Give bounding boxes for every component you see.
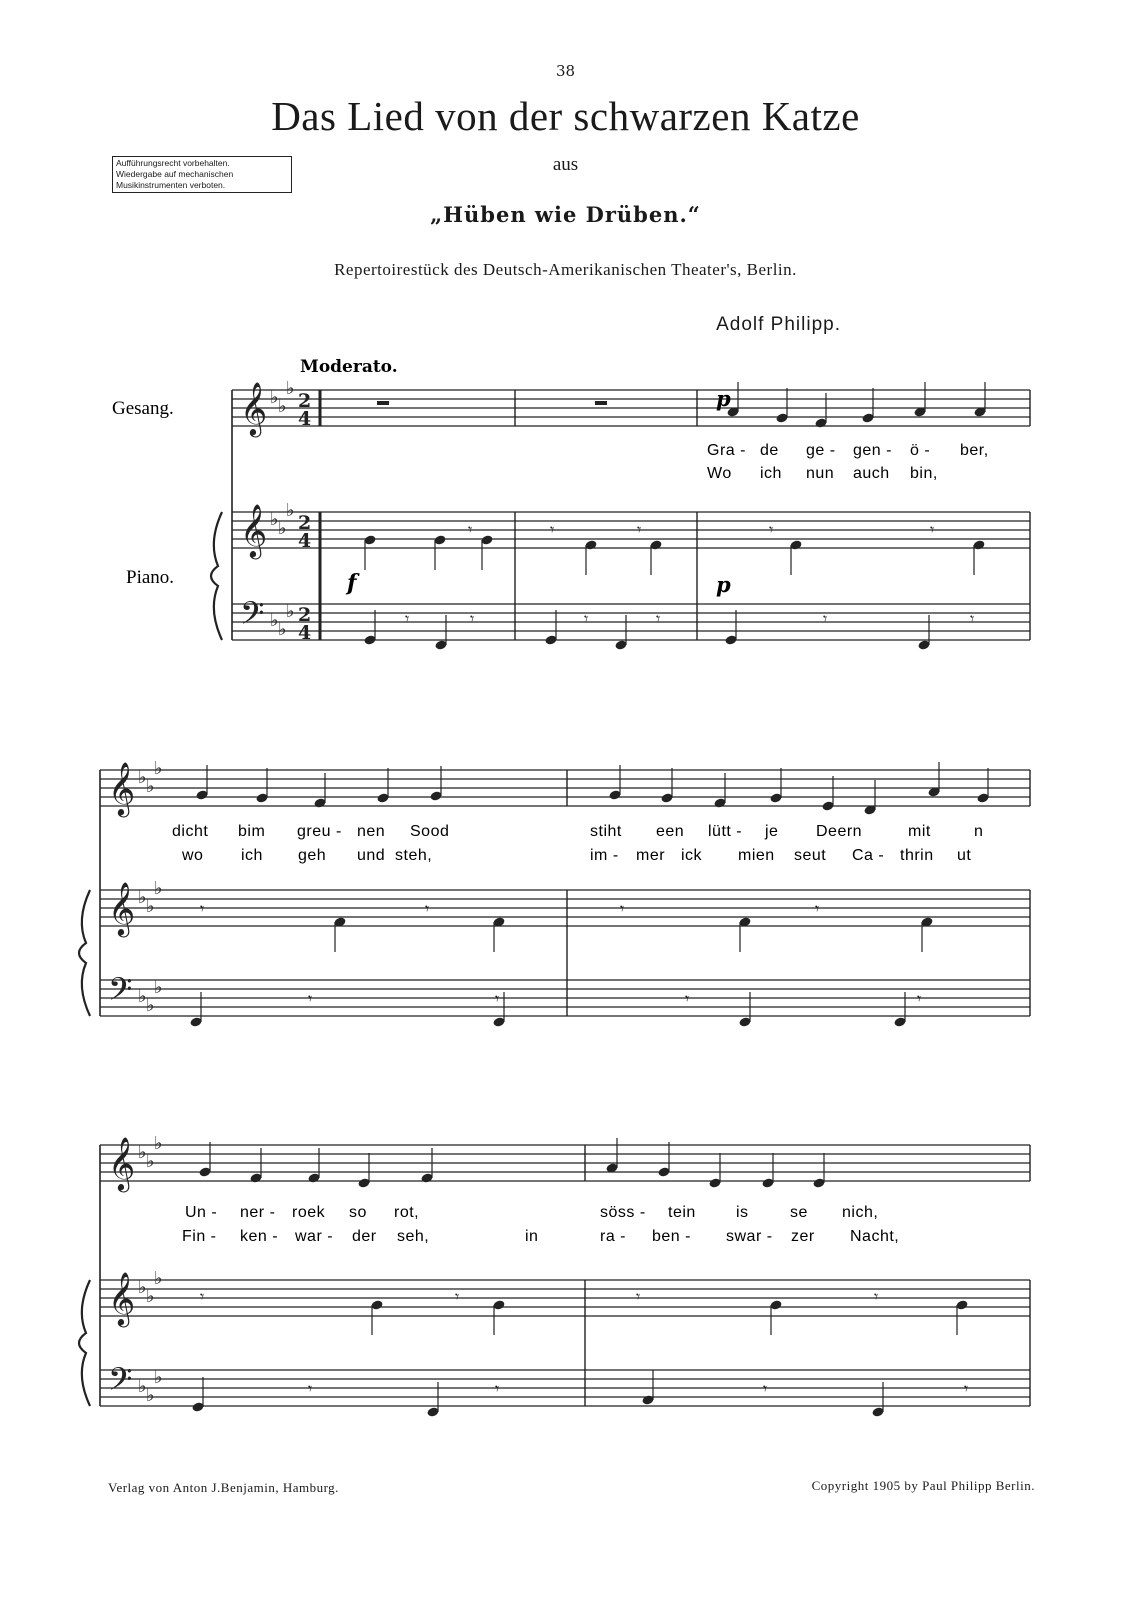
lyric-syllable: Nacht, [850, 1228, 900, 1245]
eighth-rest-icon: 𝄾 [495, 1379, 500, 1398]
lyric-syllable: gen - [853, 442, 892, 459]
piano-brace [79, 890, 90, 1016]
flat-icon: ♭ [154, 758, 163, 779]
eighth-rest-icon: 𝄾 [636, 1287, 641, 1306]
lyric-syllable: een [656, 823, 685, 840]
flat-icon: ♭ [146, 1151, 155, 1172]
eighth-rest-icon: 𝄾 [620, 899, 625, 918]
lyric-syllable: Sood [410, 823, 450, 840]
lyric-syllable: is [736, 1204, 749, 1221]
lyric-syllable: ich [760, 465, 782, 482]
whole-rest-icon [595, 401, 607, 405]
lyric-syllable: auch [853, 465, 890, 482]
flat-icon: ♭ [138, 1142, 147, 1163]
eighth-rest-icon: 𝄾 [823, 609, 828, 628]
lyric-syllable: und [357, 847, 386, 864]
piano-label: Piano. [126, 567, 175, 588]
lyric-syllable: Fin - [182, 1228, 217, 1245]
bass-clef-icon: 𝄢 [108, 971, 133, 1015]
lyric-syllable: tein [668, 1204, 696, 1221]
repertoire-line: Repertoirestück des Deutsch-Amerikanischen Theater's, Berlin. [334, 260, 797, 279]
from-word: aus [552, 154, 579, 175]
lyric-syllable: so [349, 1204, 367, 1221]
lyric-syllable: thrin [900, 847, 934, 864]
time-signature: 4 [298, 408, 312, 430]
dynamic-forte-piano: f [347, 570, 357, 596]
lyric-syllable: Un - [185, 1204, 218, 1221]
eighth-rest-icon: 𝄾 [656, 609, 661, 628]
eighth-rest-icon: 𝄾 [930, 520, 935, 539]
lyric-syllable: rot, [394, 1204, 420, 1221]
bass-clef-icon: 𝄢 [108, 1361, 133, 1405]
song-title: Das Lied von der schwarzen Katze [271, 93, 860, 139]
lyric-syllable: lütt - [708, 823, 743, 840]
page-number: 38 [555, 62, 576, 80]
lyric-syllable: geh [298, 847, 327, 864]
flat-icon: ♭ [146, 776, 155, 797]
dynamic-piano-voice: p [716, 386, 731, 411]
lyric-syllable: im - [590, 847, 619, 864]
lyric-syllable: bin, [910, 465, 938, 482]
eighth-rest-icon: 𝄾 [455, 1287, 460, 1306]
lyric-syllable: je [765, 823, 779, 840]
copyright-line: Copyright 1905 by Paul Philipp Berlin. [811, 1478, 1035, 1493]
flat-icon: ♭ [278, 396, 287, 417]
flat-icon: ♭ [146, 1385, 155, 1406]
lyric-syllable: Wo [707, 465, 732, 482]
flat-icon: ♭ [278, 518, 287, 539]
eighth-rest-icon: 𝄾 [917, 989, 922, 1008]
lyric-syllable: nen [357, 823, 386, 840]
lyric-syllable: seh, [397, 1228, 430, 1245]
time-signature: 4 [298, 530, 312, 552]
flat-icon: ♭ [154, 1268, 163, 1289]
treble-clef-icon: 𝄞 [240, 503, 268, 557]
flat-icon: ♭ [138, 986, 147, 1007]
lyric-syllable: ö - [910, 442, 931, 459]
voice-label: Gesang. [112, 398, 174, 419]
eighth-rest-icon: 𝄾 [308, 989, 313, 1008]
composer-name: Adolf Philipp. [716, 314, 841, 335]
eighth-rest-icon: 𝄾 [200, 1287, 205, 1306]
flat-icon: ♭ [138, 887, 147, 908]
flat-icon: ♭ [278, 619, 287, 640]
eighth-rest-icon: 𝄾 [200, 899, 205, 918]
lyric-syllable: nich, [842, 1204, 879, 1221]
flat-icon: ♭ [154, 1133, 163, 1154]
eighth-rest-icon: 𝄾 [584, 609, 589, 628]
lyric-syllable: roek [292, 1204, 326, 1221]
treble-clef-icon: 𝄞 [108, 881, 136, 935]
flat-icon: ♭ [270, 509, 279, 530]
whole-rest-icon [377, 401, 389, 405]
lyric-syllable: ber, [960, 442, 989, 459]
piano-brace [211, 512, 222, 640]
rights-line: Aufführungsrecht vorbehalten. [116, 158, 230, 168]
lyric-syllable: n [974, 823, 984, 840]
lyric-syllable: ge - [806, 442, 836, 459]
flat-icon: ♭ [138, 767, 147, 788]
flat-icon: ♭ [146, 995, 155, 1016]
lyric-syllable: ick [681, 847, 703, 864]
lyrics [172, 442, 989, 1245]
lyric-syllable: der [352, 1228, 377, 1245]
dynamic-piano-bass: p [716, 572, 731, 597]
treble-clef-icon: 𝄞 [108, 761, 136, 815]
lyric-syllable: greu - [297, 823, 342, 840]
lyric-syllable: mit [908, 823, 931, 840]
lyric-syllable: se [790, 1204, 808, 1221]
rights-line: Musikinstrumenten verboten. [116, 180, 226, 190]
treble-clef-icon: 𝄞 [240, 381, 268, 435]
flat-icon: ♭ [286, 378, 295, 399]
eighth-rest-icon: 𝄾 [970, 609, 975, 628]
lyric-syllable: mer [636, 847, 666, 864]
eighth-rest-icon: 𝄾 [405, 609, 410, 628]
flat-icon: ♭ [154, 977, 163, 998]
flat-icon: ♭ [146, 1286, 155, 1307]
flat-icon: ♭ [286, 601, 295, 622]
flat-icon: ♭ [154, 878, 163, 899]
eighth-rest-icon: 𝄾 [425, 899, 430, 918]
eighth-rest-icon: 𝄾 [964, 1379, 969, 1398]
lyric-syllable: bim [238, 823, 266, 840]
lyric-syllable: zer [791, 1228, 815, 1245]
lyric-syllable: Ca - [852, 847, 885, 864]
eighth-rest-icon: 𝄾 [637, 520, 642, 539]
lyric-syllable: Deern [816, 823, 863, 840]
time-signature: 4 [298, 622, 312, 644]
eighth-rest-icon: 𝄾 [815, 899, 820, 918]
lyric-syllable: steh, [395, 847, 433, 864]
time-signature: 2 [298, 604, 312, 626]
lyric-syllable: ut [957, 847, 972, 864]
eighth-rest-icon: 𝄾 [468, 520, 473, 539]
lyric-syllable: stiht [590, 823, 622, 840]
flat-icon: ♭ [154, 1367, 163, 1388]
flat-icon: ♭ [286, 500, 295, 521]
lyric-syllable: ich [241, 847, 263, 864]
eighth-rest-icon: 𝄾 [763, 1379, 768, 1398]
lyric-syllable: söss - [600, 1204, 646, 1221]
lyric-syllable: de [760, 442, 779, 459]
eighth-rest-icon: 𝄾 [685, 989, 690, 1008]
lyric-syllable: in [525, 1228, 539, 1245]
eighth-rest-icon: 𝄾 [550, 520, 555, 539]
play-title: „Hüben wie Drüben.“ [430, 202, 701, 227]
lyric-syllable: nun [806, 465, 835, 482]
eighth-rest-icon: 𝄾 [495, 989, 500, 1008]
publisher-line: Verlag von Anton J.Benjamin, Hamburg. [108, 1480, 339, 1495]
bass-clef-icon: 𝄢 [240, 595, 265, 639]
lyric-syllable: ken - [240, 1228, 279, 1245]
piano-brace [79, 1280, 90, 1406]
lyric-syllable: mien [738, 847, 775, 864]
time-signature: 2 [298, 390, 312, 412]
lyric-syllable: Gra - [707, 442, 746, 459]
flat-icon: ♭ [146, 896, 155, 917]
eighth-rest-icon: 𝄾 [470, 609, 475, 628]
lyric-syllable: wo [182, 847, 204, 864]
flat-icon: ♭ [270, 387, 279, 408]
flat-icon: ♭ [270, 610, 279, 631]
eighth-rest-icon: 𝄾 [769, 520, 774, 539]
eighth-rest-icon: 𝄾 [874, 1287, 879, 1306]
treble-clef-icon: 𝄞 [108, 1271, 136, 1325]
lyric-syllable: seut [794, 847, 827, 864]
lyric-syllable: swar - [726, 1228, 773, 1245]
lyric-syllable: ner - [240, 1204, 276, 1221]
tempo-marking: Moderato. [300, 357, 398, 377]
lyric-syllable: ra - [600, 1228, 626, 1245]
eighth-rest-icon: 𝄾 [308, 1379, 313, 1398]
lyric-syllable: dicht [172, 823, 209, 840]
clefs [108, 378, 311, 1406]
treble-clef-icon: 𝄞 [108, 1136, 136, 1190]
lyric-syllable: war - [295, 1228, 334, 1245]
rights-line: Wiedergabe auf mechanischen [116, 169, 234, 179]
flat-icon: ♭ [138, 1376, 147, 1397]
lyric-syllable: ben - [652, 1228, 691, 1245]
flat-icon: ♭ [138, 1277, 147, 1298]
time-signature: 2 [298, 512, 312, 534]
